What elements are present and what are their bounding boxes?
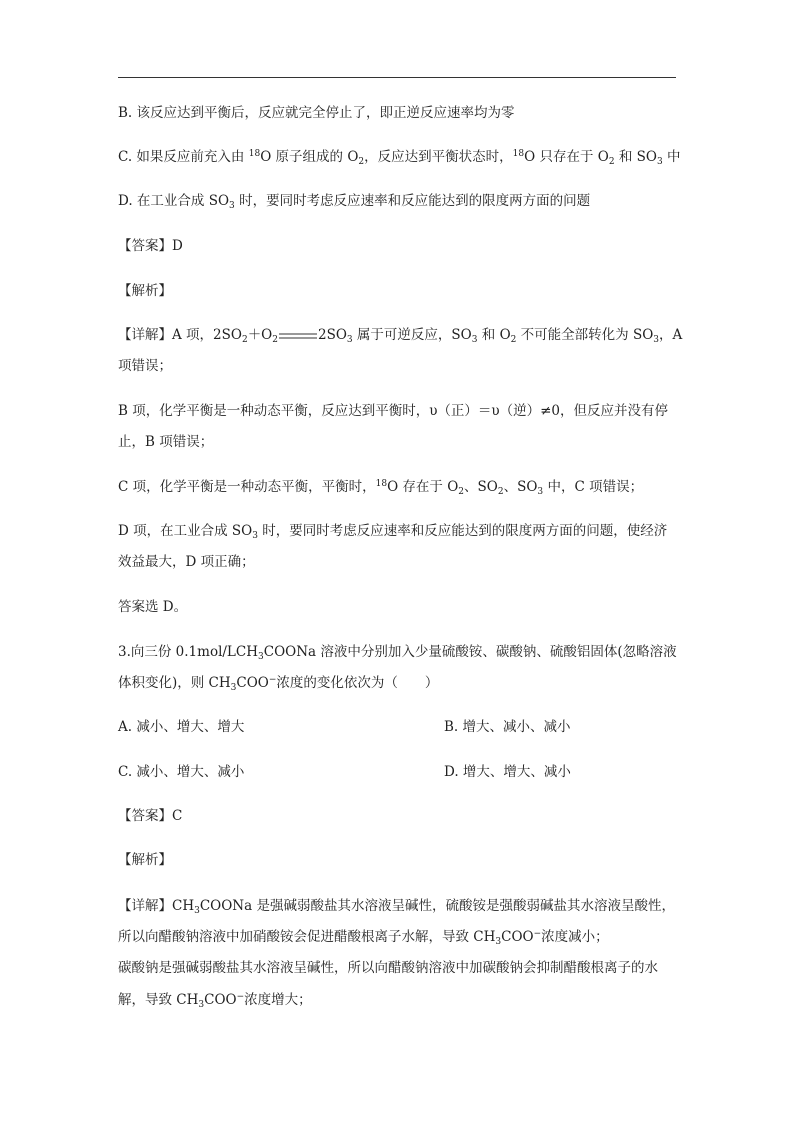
- option-d: D. 在工业合成 $SO_3$ 时，要同时考虑反应速率和反应能达到的限度两方面的问题: [118, 193, 591, 211]
- detail-a: 【详解】A 项，$2SO_2+O_2$ $2SO_3$ 属于可逆反应，$SO_3$ 和 $O_2$ 不可能全部转化为 $SO_3$，A: [118, 327, 683, 345]
- detail-2-line2: 解，导致 $CH_3COO^-$浓度增大；: [118, 992, 312, 1010]
- option-d: D. 增大、增大、减小: [444, 764, 571, 780]
- detail-1-line2: 所以向醋酸钠溶液中加硝酸铵会促进醋酸根离子水解，导致 $CH_3COO^-$浓度减小；: [118, 929, 609, 947]
- analysis-title: 【解析】: [118, 852, 172, 868]
- reversible-arrow-icon: [279, 332, 317, 340]
- detail-d: D 项，在工业合成 $SO_3$ 时，要同时考虑反应速率和反应能达到的限度两方面的问题，使经济: [118, 523, 668, 541]
- detail-b: B 项，化学平衡是一种动态平衡，反应达到平衡时，υ（正）＝υ（逆）≠0，但反应并没有停: [118, 403, 669, 419]
- analysis-title: 【解析】: [118, 283, 172, 299]
- conclusion: 答案选 D。: [118, 599, 188, 615]
- question-3-stem-line2: 体积变化)，则 $CH_3COO^-$浓度的变化依次为（ ）: [118, 675, 439, 693]
- header-rule: [118, 77, 676, 78]
- detail-1: 【详解】$CH_3COONa$ 是强碱弱酸盐其水溶液呈碱性，硫酸铵是强酸弱碱盐其水溶液呈酸性，: [118, 898, 675, 916]
- detail-b-line2: 止，B 项错误；: [118, 434, 214, 450]
- option-b: B. 增大、减小、减小: [444, 719, 571, 735]
- option-b: B. 该反应达到平衡后，反应就完全停止了，即正逆反应速率均为零: [118, 105, 515, 121]
- answer-label: 【答案】D: [118, 238, 183, 254]
- option-a: A. 减小、增大、增大: [118, 719, 245, 735]
- option-c: C. 减小、增大、减小: [118, 764, 245, 780]
- question-3-stem: 3.向三份 $0.1mol/LCH_3COONa$ 溶液中分别加入少量硫酸铵、碳酸钠、硫酸铝固体(忽略溶液: [118, 644, 677, 662]
- detail-d-line2: 效益最大，D 项正确；: [118, 554, 255, 570]
- answer-label: 【答案】C: [118, 808, 183, 824]
- detail-a-line2: 项错误；: [118, 358, 172, 374]
- option-c: C. 如果反应前充入由 $^{18}$O 原子组成的 $O_2$，反应达到平衡状态时，$^{18}$O 只存在于 $O_2$ 和 $SO_3$ 中: [118, 149, 681, 167]
- detail-c: C 项，化学平衡是一种动态平衡，平衡时，$^{18}$O 存在于 $O_2$、$SO_2$、$SO_3$ 中，C 项错误；: [118, 479, 644, 497]
- detail-2: 碳酸钠是强碱弱酸盐其水溶液呈碱性，所以向醋酸钠溶液中加碳酸钠会抑制醋酸根离子的水: [118, 960, 658, 976]
